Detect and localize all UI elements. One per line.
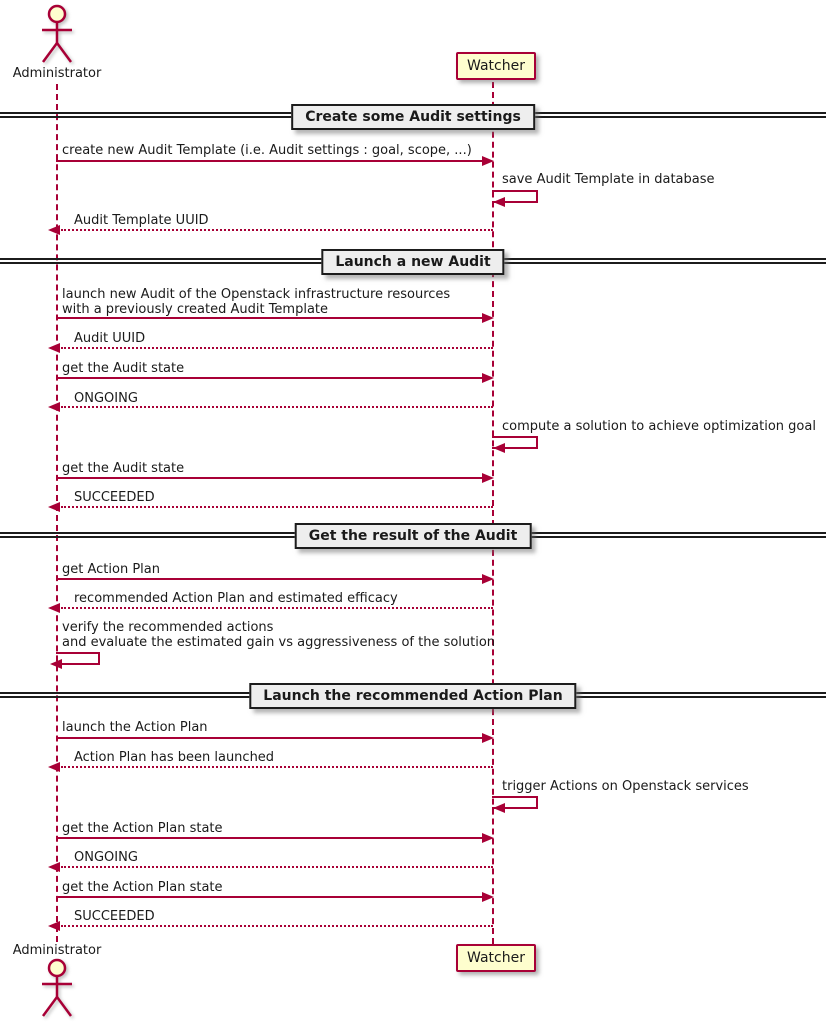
- divider-launch-recommended-action-plan: Launch the recommended Action Plan: [249, 683, 576, 709]
- arrowhead-left-icon: [48, 762, 60, 772]
- call-arrow-line: [56, 160, 483, 162]
- message-text: launch the Action Plan: [62, 720, 208, 735]
- message-text: ONGOING: [74, 850, 138, 865]
- message-text: compute a solution to achieve optimization goal: [502, 419, 816, 434]
- arrowhead-right-icon: [482, 156, 494, 166]
- participant-administrator-bottom: [0, 943, 114, 1020]
- return-arrow-line: [61, 925, 493, 927]
- administrator-label: Administrator: [12, 66, 102, 81]
- arrowhead-left-icon: [48, 225, 60, 235]
- arrowhead-right-icon: [482, 574, 494, 584]
- message-text: and evaluate the estimated gain vs aggressiveness of the solution: [62, 635, 496, 650]
- message-text: SUCCEEDED: [74, 490, 155, 505]
- message-text: trigger Actions on Openstack services: [502, 779, 749, 794]
- message-text: Action Plan has been launched: [74, 750, 275, 765]
- message-text: save Audit Template in database: [502, 172, 715, 187]
- divider-create-audit-settings: Create some Audit settings: [291, 104, 535, 130]
- message-text: get the Action Plan state: [62, 880, 223, 895]
- return-arrow-line: [61, 506, 493, 508]
- message-text: launch new Audit of the Openstack infrastructure resources: [62, 287, 451, 302]
- actor-icon: [35, 4, 79, 66]
- message-text: recommended Action Plan and estimated efficacy: [74, 591, 398, 606]
- lifeline-watcher: [492, 82, 494, 944]
- message-text: get Action Plan: [62, 562, 160, 577]
- self-arrow-loop: [56, 652, 100, 665]
- return-arrow-line: [61, 607, 493, 609]
- lifeline-administrator: [56, 84, 58, 942]
- divider-launch-new-audit: Launch a new Audit: [321, 249, 504, 275]
- arrowhead-left-icon: [493, 803, 505, 813]
- administrator-label: Administrator: [12, 943, 102, 958]
- call-arrow-line: [56, 578, 483, 580]
- arrowhead-left-icon: [493, 197, 505, 207]
- return-arrow-line: [61, 229, 493, 231]
- message-text: create new Audit Template (i.e. Audit settings : goal, scope, ...): [62, 143, 472, 158]
- arrowhead-left-icon: [48, 862, 60, 872]
- call-arrow-line: [56, 837, 483, 839]
- arrowhead-left-icon: [493, 443, 505, 453]
- arrowhead-left-icon: [48, 402, 60, 412]
- participant-watcher-bottom: Watcher: [456, 944, 536, 972]
- return-arrow-line: [61, 347, 493, 349]
- arrowhead-right-icon: [482, 473, 494, 483]
- message-text: get the Action Plan state: [62, 821, 223, 836]
- call-arrow-line: [56, 317, 483, 319]
- message-text: SUCCEEDED: [74, 909, 155, 924]
- arrowhead-left-icon: [48, 343, 60, 353]
- arrowhead-right-icon: [482, 833, 494, 843]
- arrowhead-right-icon: [482, 733, 494, 743]
- arrowhead-left-icon: [48, 921, 60, 931]
- arrowhead-left-icon: [48, 603, 60, 613]
- message-text: Audit Template UUID: [74, 213, 209, 228]
- message-text: ONGOING: [74, 391, 138, 406]
- message-text: with a previously created Audit Template: [62, 302, 329, 317]
- return-arrow-line: [61, 766, 493, 768]
- actor-icon: [35, 958, 79, 1020]
- participant-administrator-top: [0, 4, 114, 81]
- call-arrow-line: [56, 477, 483, 479]
- message-text: get the Audit state: [62, 461, 185, 476]
- arrowhead-right-icon: [482, 313, 494, 323]
- arrowhead-left-icon: [50, 659, 62, 669]
- return-arrow-line: [61, 406, 493, 408]
- call-arrow-line: [56, 737, 483, 739]
- return-arrow-line: [61, 866, 493, 868]
- arrowhead-left-icon: [48, 502, 60, 512]
- arrowhead-right-icon: [482, 373, 494, 383]
- call-arrow-line: [56, 377, 483, 379]
- message-text: verify the recommended actions: [62, 620, 274, 635]
- divider-get-result-of-audit: Get the result of the Audit: [295, 523, 532, 549]
- call-arrow-line: [56, 896, 483, 898]
- message-text: get the Audit state: [62, 361, 185, 376]
- participant-watcher-top: Watcher: [456, 52, 536, 80]
- arrowhead-right-icon: [482, 892, 494, 902]
- message-text: Audit UUID: [74, 331, 146, 346]
